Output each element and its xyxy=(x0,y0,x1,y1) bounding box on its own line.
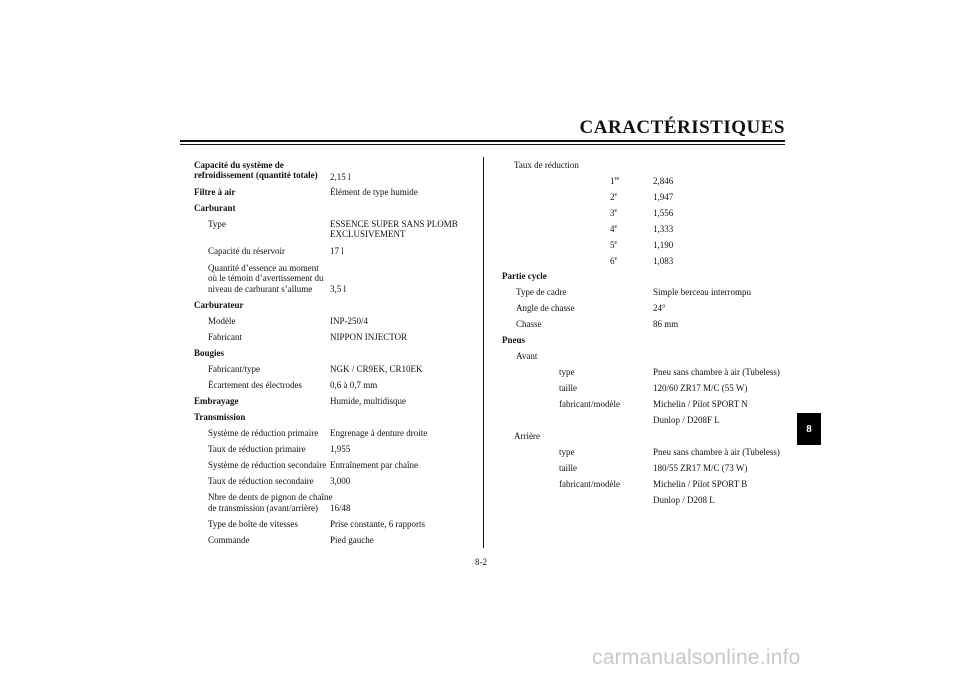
secondary-ratio-value: 3,000 xyxy=(330,476,351,486)
ratio-heading: Taux de réduction xyxy=(514,160,579,170)
cooling-label-1: Capacité du système de xyxy=(194,160,284,170)
fuel-heading: Carburant xyxy=(194,203,236,213)
carb-maker-value: NIPPON INJECTOR xyxy=(330,332,408,342)
page-number: 8-2 xyxy=(475,557,487,567)
plugs-type-label: Fabricant/type xyxy=(208,364,260,374)
front-label: Avant xyxy=(516,351,538,361)
sprocket-label-1: Nbre de dents de pignon de chaîne xyxy=(208,492,333,502)
gear-1-value: 2,846 xyxy=(653,176,674,186)
plugs-gap-label: Écartement des électrodes xyxy=(208,380,302,390)
frame-value: Simple berceau interrompu xyxy=(653,287,751,297)
carb-model-label: Modèle xyxy=(208,316,236,326)
header-rule-thick xyxy=(180,140,785,142)
caster-value: 24° xyxy=(653,303,666,313)
rear-type-value: Pneu sans chambre à air (Tubeless) xyxy=(653,447,780,457)
front-size-label: taille xyxy=(559,383,577,393)
cooling-label-2: refroidissement (quantité totale) xyxy=(194,170,318,180)
gear-2-label: 2e xyxy=(610,192,618,202)
gear-1-label: 1re xyxy=(610,176,620,186)
reserve-label-2: où le témoin d’avertissement du xyxy=(208,273,324,283)
fuel-type-value-1: ESSENCE SUPER SANS PLOMB xyxy=(330,219,458,229)
gear-5-value: 1,190 xyxy=(653,240,674,250)
secondary-ratio-label: Taux de réduction secondaire xyxy=(208,476,314,486)
primary-ratio-label: Taux de réduction primaire xyxy=(208,444,306,454)
cooling-value: 2,15 l xyxy=(330,172,351,182)
fuel-type-value-2: EXCLUSIVEMENT xyxy=(330,229,406,239)
chapter-tab: 8 xyxy=(797,413,821,445)
secondary-system-label: Système de réduction secondaire xyxy=(208,460,327,470)
rear-label: Arrière xyxy=(514,431,540,441)
rear-maker-value-2: Dunlop / D208 L xyxy=(653,495,715,505)
front-size-value: 120/60 ZR17 M/C (55 W) xyxy=(653,383,748,393)
sprocket-value: 16/48 xyxy=(330,503,351,513)
front-type-label: type xyxy=(559,367,575,377)
tank-label: Capacité du réservoir xyxy=(208,246,285,256)
control-label: Commande xyxy=(208,535,250,545)
carb-heading: Carburateur xyxy=(194,300,244,310)
primary-ratio-value: 1,955 xyxy=(330,444,351,454)
air-filter-label: Filtre à air xyxy=(194,187,236,197)
tires-heading: Pneus xyxy=(502,335,526,345)
trans-heading: Transmission xyxy=(194,412,246,422)
rear-maker-value-1: Michelin / Pilot SPORT B xyxy=(653,479,748,489)
gear-3-label: 3e xyxy=(610,208,618,218)
clutch-value: Humide, multidisque xyxy=(330,396,406,406)
carb-maker-label: Fabricant xyxy=(208,332,242,342)
front-maker-value-1: Michelin / Pilot SPORT N xyxy=(653,399,748,409)
reserve-value: 3,5 l xyxy=(330,284,347,294)
gear-6-label: 6e xyxy=(610,256,618,266)
watermark: carmanualsonline.info xyxy=(592,646,801,669)
rear-size-value: 180/55 ZR17 M/C (73 W) xyxy=(653,463,748,473)
gear-6-value: 1,083 xyxy=(653,256,674,266)
page-title: CARACTÉRISTIQUES xyxy=(579,117,785,138)
rear-maker-label: fabricant/modèle xyxy=(559,479,620,489)
gear-5-label: 5e xyxy=(610,240,618,250)
control-value: Pied gauche xyxy=(330,535,374,545)
front-maker-value-2: Dunlop / D208F L xyxy=(653,415,720,425)
header-rule-thin xyxy=(180,144,785,145)
front-maker-label: fabricant/modèle xyxy=(559,399,620,409)
primary-system-value: Engrenage à denture droite xyxy=(330,428,428,438)
tank-value: 17 l xyxy=(330,246,344,256)
sprocket-label-2: de transmission (avant/arrière) xyxy=(208,503,318,513)
clutch-label: Embrayage xyxy=(194,396,239,406)
gear-4-value: 1,333 xyxy=(653,224,674,234)
caster-label: Angle de chasse xyxy=(516,303,575,313)
frame-label: Type de cadre xyxy=(516,287,567,297)
front-type-value: Pneu sans chambre à air (Tubeless) xyxy=(653,367,780,377)
rear-size-label: taille xyxy=(559,463,577,473)
column-divider xyxy=(483,157,484,548)
secondary-system-value: Entraînement par chaîne xyxy=(330,460,418,470)
gear-3-value: 1,556 xyxy=(653,208,674,218)
trail-value: 86 mm xyxy=(653,319,679,329)
primary-system-label: Système de réduction primaire xyxy=(208,428,319,438)
reserve-label-3: niveau de carburant s’allume xyxy=(208,284,313,294)
trail-label: Chasse xyxy=(516,319,542,329)
plugs-gap-value: 0,6 à 0,7 mm xyxy=(330,380,378,390)
gearbox-value: Prise constante, 6 rapports xyxy=(330,519,425,529)
gear-4-label: 4e xyxy=(610,224,618,234)
gear-2-value: 1,947 xyxy=(653,192,674,202)
plugs-type-value: NGK / CR9EK, CR10EK xyxy=(330,364,423,374)
reserve-label-1: Quantité d’essence au moment xyxy=(208,263,319,273)
air-filter-value: Élément de type humide xyxy=(330,187,418,197)
plugs-heading: Bougies xyxy=(194,348,225,358)
gearbox-label: Type de boîte de vitesses xyxy=(208,519,298,529)
rear-type-label: type xyxy=(559,447,575,457)
carb-model-value: INP-250/4 xyxy=(330,316,368,326)
chassis-heading: Partie cycle xyxy=(502,271,547,281)
fuel-type-label: Type xyxy=(208,219,226,229)
